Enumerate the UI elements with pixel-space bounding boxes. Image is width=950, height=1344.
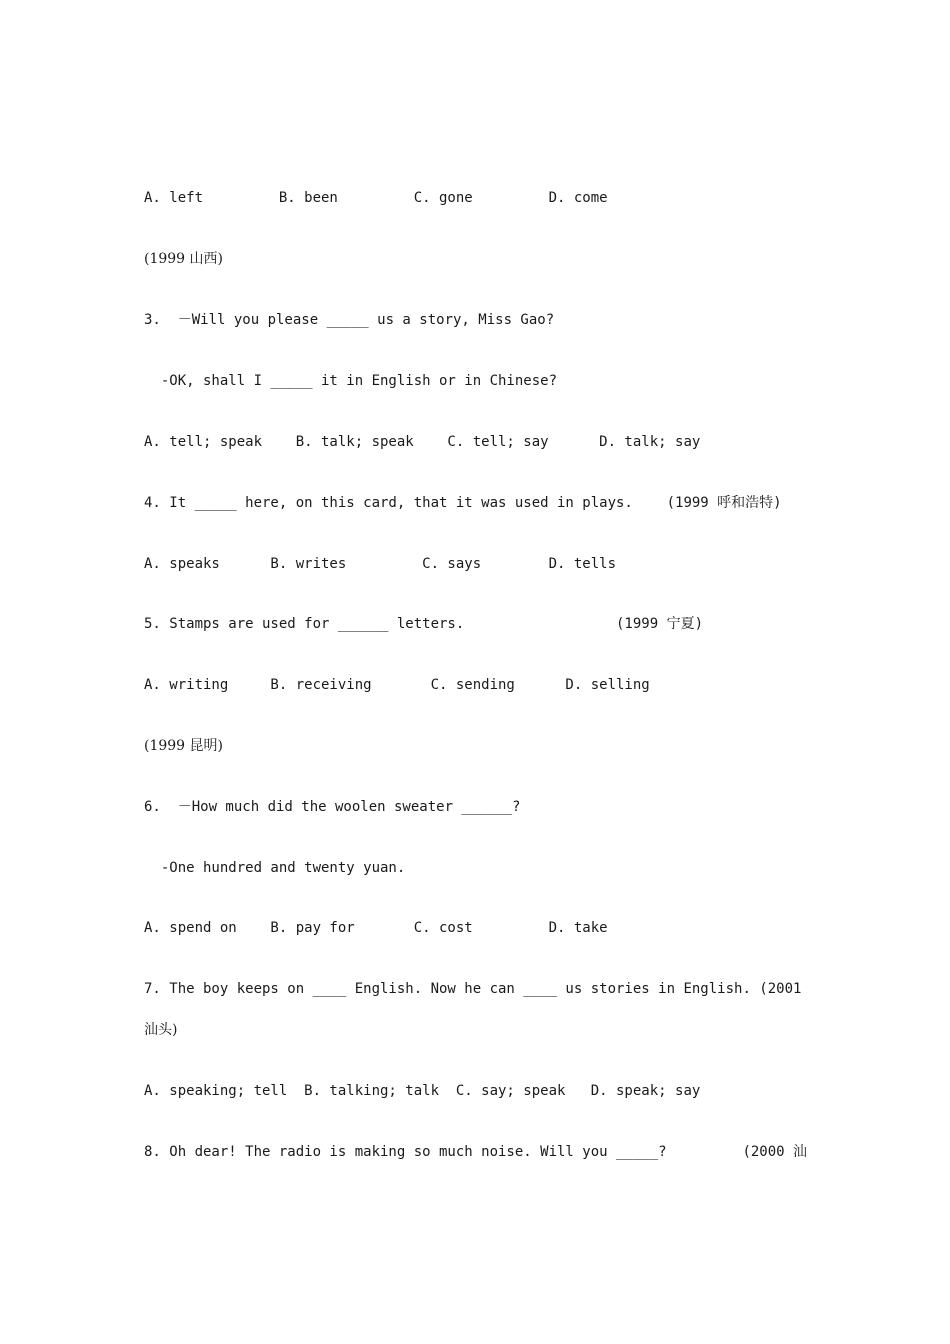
q5-question: 5. Stamps are used for ______ letters. (1999 宁夏) [144, 616, 704, 632]
q7-options: A. speaking; tell B. talking; talk C. say; speak D. speak; say [144, 1083, 701, 1099]
q6-options: A. spend on B. pay for C. cost D. take [144, 920, 608, 936]
q3-question: 3. －Will you please _____ us a story, Miss Gao? [144, 312, 555, 328]
q3-options: A. tell; speak B. talk; speak C. tell; say D. talk; say [144, 434, 701, 450]
q6-reply: -One hundred and twenty yuan. [144, 860, 406, 876]
q5-options: A. writing B. receiving C. sending D. selling [144, 677, 650, 693]
q4-question: 4. It _____ here, on this card, that it was used in plays. (1999 呼和浩特) [144, 495, 782, 511]
q7-question: 7. The boy keeps on ____ English. Now he can ____ us stories in English. (2001 [144, 981, 802, 997]
source-kunming: (1999 昆明) [144, 738, 224, 754]
q7-source: 汕头) [144, 1022, 178, 1038]
q2-options: A. left B. been C. gone D. come [144, 190, 608, 206]
q8-question: 8. Oh dear! The radio is making so much noise. Will you _____? (2000 汕 [144, 1144, 808, 1160]
q6-question: 6. －How much did the woolen sweater ______? [144, 799, 521, 815]
q4-options: A. speaks B. writes C. says D. tells [144, 556, 617, 572]
source-shanxi: (1999 山西) [144, 251, 224, 267]
q3-reply: -OK, shall I _____ it in English or in Chinese? [144, 373, 558, 389]
